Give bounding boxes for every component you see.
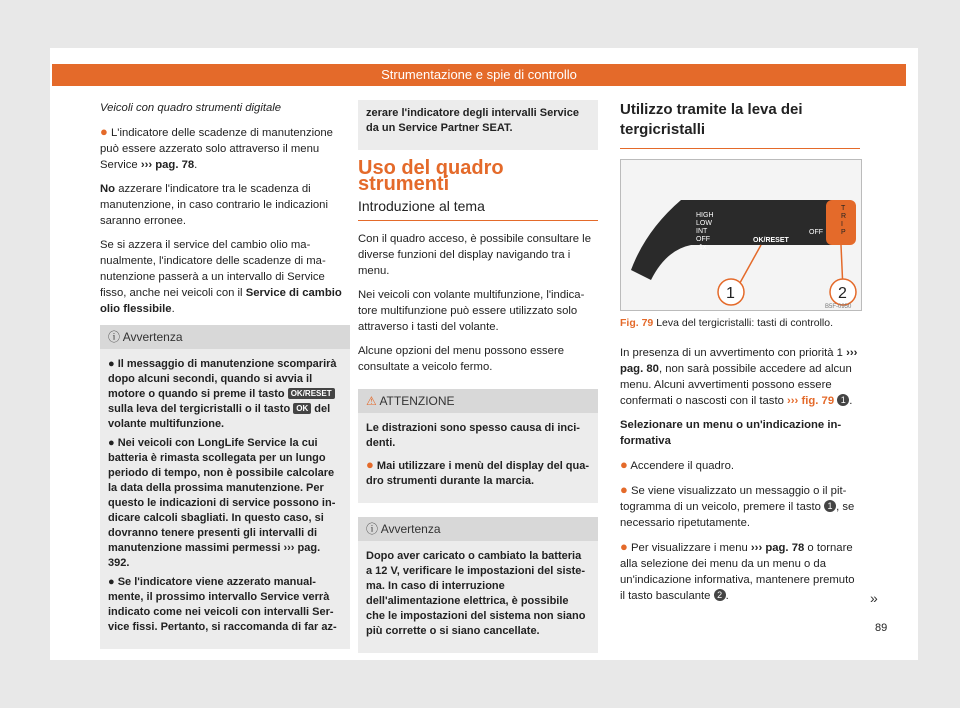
svg-text:1x: 1x bbox=[699, 244, 707, 251]
note-item: ● Nei veicoli con LongLife Service la cui batteria è rimasta scollegata per un lungo periodo di tempo, non è possibile calcolare la data della prossima manutenzione. Per questo le indicazioni di service possono indicare calcoli sbagliati. In questo caso, si dovranno tenere presenti gli intervalli di manutenzione massimi permessi ››› pag. 392. bbox=[108, 437, 336, 569]
note-box bbox=[100, 325, 350, 649]
page-link[interactable]: ››› pag. 80 bbox=[620, 347, 858, 375]
svg-text:OFF: OFF bbox=[809, 229, 823, 236]
wiper-lever-illustration bbox=[621, 160, 861, 310]
note-item: ● Se l'indicatore viene azzerato manualmente, il prossimo intervallo Service verrà indicato come nei veicoli con intervalli Service fissi. Pertanto, si raccomanda di far az- bbox=[108, 576, 337, 633]
callout-2-icon: 2 bbox=[714, 589, 726, 601]
svg-text:P: P bbox=[841, 229, 846, 236]
svg-text:1: 1 bbox=[726, 285, 735, 302]
column-1 bbox=[100, 100, 350, 649]
warning-item: ● Mai utilizzare i menù del display del quadro strumenti durante la marcia. bbox=[366, 457, 590, 487]
bullet-icon: ● bbox=[100, 124, 108, 139]
continue-icon: » bbox=[870, 590, 878, 606]
callout-1-icon: 1 bbox=[837, 394, 849, 406]
wiper-lever-figure bbox=[620, 159, 862, 311]
section-title: Uso del quadro strumenti bbox=[358, 157, 504, 195]
warning-box bbox=[358, 389, 598, 503]
note-box bbox=[358, 517, 598, 653]
svg-text:LOW: LOW bbox=[696, 220, 712, 227]
column-3 bbox=[620, 100, 860, 612]
note-box-continued bbox=[358, 100, 598, 150]
callout-1-icon: 1 bbox=[824, 500, 836, 512]
subsection-title: Utilizzo tramite la leva dei tergicristalli bbox=[620, 100, 860, 149]
svg-text:T: T bbox=[841, 205, 846, 212]
page-link[interactable]: ››› pag. 78 bbox=[750, 542, 805, 554]
info-icon: ⓘ bbox=[108, 330, 121, 344]
ok-key-icon: OK bbox=[293, 403, 311, 414]
svg-text:OFF: OFF bbox=[696, 236, 710, 243]
paragraph-2: Se si azzera il service del cambio olio manualmente, l'indicatore delle scadenze di manutenzione passerà a un intervallo di Service fisso, anche nei veicoli con il Service di cambio olio flessibile. bbox=[100, 239, 342, 315]
svg-text:HIGH: HIGH bbox=[696, 212, 714, 219]
paragraph: Nei veicoli con volante multifunzione, l'indicatore multifunzione può essere utilizzato solo attraverso i tasti del volante. bbox=[358, 289, 585, 333]
note-header: ⓘ Avvertenza bbox=[100, 325, 350, 349]
warning-icon: ⚠ bbox=[366, 394, 377, 408]
warning-text: Le distrazioni sono spesso causa di incidenti. bbox=[366, 422, 580, 449]
figure-caption: Fig. 79 Leva del tergicristalli: tasti di controllo. bbox=[620, 317, 834, 329]
svg-text:B5F-0950: B5F-0950 bbox=[825, 304, 852, 310]
paragraph: Con il quadro acceso, è possibile consultare le diverse funzioni del display navigando tra i menu. bbox=[358, 233, 591, 277]
note-continued-text: zerare l'indicatore degli intervalli Service da un Service Partner SEAT. bbox=[366, 107, 579, 134]
svg-text:I: I bbox=[841, 221, 843, 228]
note-text: Dopo aver caricato o cambiato la batteria a 12 V, verificare le impostazioni del sistema. In caso di interruzione dell'alimentazione elettrica, è possibile che le impostazioni del sistema non siano più corrette o si siano cancellate. bbox=[366, 550, 586, 637]
paragraph-1: No azzerare l'indicatore tra le scadenza di manutenzione, in caso contrario le indicazioni saranno erronee. bbox=[100, 183, 328, 227]
warning-header: ⚠ ATTENZIONE bbox=[358, 389, 598, 413]
bullet: ● Accendere il quadro. bbox=[620, 457, 734, 472]
subheading: Selezionare un menu o un'indicazione informativa bbox=[620, 419, 842, 447]
figure-link[interactable]: ››› fig. 79 bbox=[787, 395, 835, 407]
paragraph: Alcune opzioni del menu possono essere consultate a veicolo fermo. bbox=[358, 345, 564, 373]
subsection-title: Introduzione al tema bbox=[358, 198, 598, 221]
note-item: ● Il messaggio di manutenzione scomparirà dopo alcuni secondi, quando si avvia il motore o quando si preme il tasto OK/RESET sulla leva del tergicristalli o il tasto OK del volante multifunzione. bbox=[108, 358, 337, 430]
svg-text:INT: INT bbox=[696, 228, 708, 235]
column-2 bbox=[358, 100, 598, 653]
section-header: Strumentazione e spie di controllo bbox=[52, 64, 906, 86]
info-icon: ⓘ bbox=[366, 522, 379, 536]
svg-text:R: R bbox=[841, 213, 847, 220]
ok-reset-key-icon: OK/RESET bbox=[288, 388, 335, 399]
paragraph: In presenza di un avvertimento con priorità 1 ››› pag. 80, non sarà possibile accedere ad alcun menu. Alcuni avvertimenti possono essere confermati o nascosti con il tasto ››› fig. 79 1 . bbox=[620, 347, 858, 407]
bullet: ● Per visualizzare i menu ››› pag. 78 o tornare alla selezione dei menu da un menu o da un'indicazione informativa, mantenere premuto il tasto basculante 2 . bbox=[620, 539, 855, 602]
page-link[interactable]: ››› pag. 392 bbox=[108, 542, 321, 569]
note-header: ⓘ Avvertenza bbox=[358, 517, 598, 541]
bullet: ● Se viene visualizzato un messaggio o il pittogramma di un veicolo, premere il tasto 1 , se necessario ripetutamente. bbox=[620, 482, 855, 529]
page-number: 89 bbox=[875, 622, 888, 634]
ok-reset-button: OK/RESET bbox=[753, 237, 789, 244]
intro-text: Veicoli con quadro strumenti digitale bbox=[100, 102, 282, 114]
bullet-1: ● L'indicatore delle scadenze di manutenzione può essere azzerato solo attraverso il menu Service ››› pag. 78. bbox=[100, 124, 333, 171]
page-link[interactable]: ››› pag. 78 bbox=[140, 159, 195, 171]
svg-text:2: 2 bbox=[838, 285, 847, 302]
